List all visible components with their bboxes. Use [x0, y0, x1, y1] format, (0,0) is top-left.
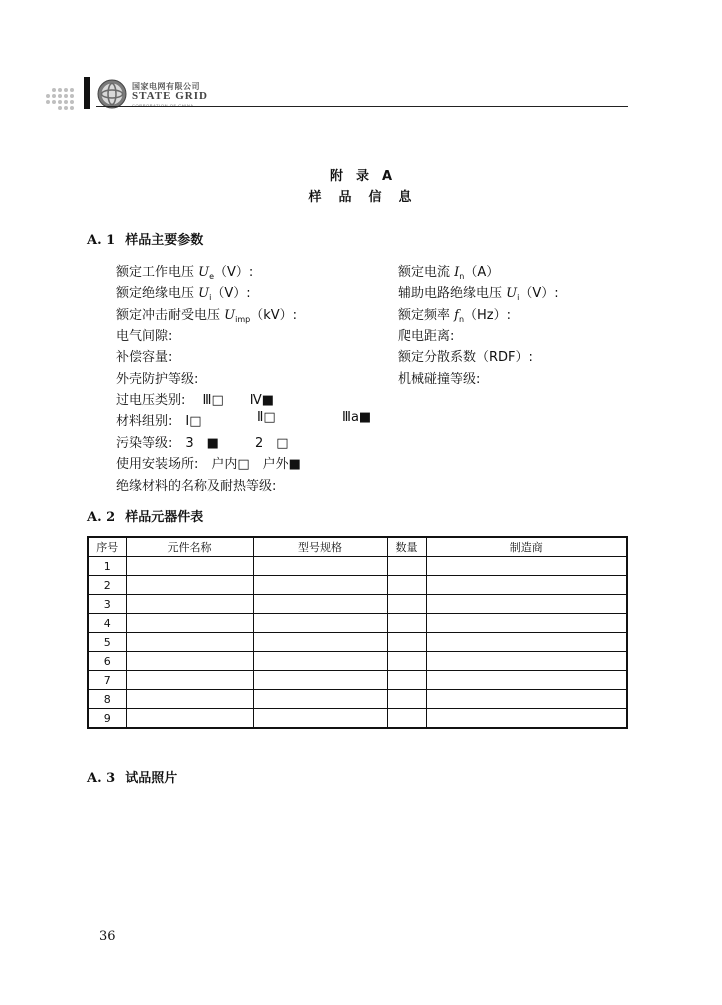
cell-model [253, 690, 387, 709]
cell-maker [426, 709, 627, 729]
cell-qty [387, 709, 426, 729]
table-row [88, 557, 627, 576]
rated-current: 额定电流 $I_n(A)$ [398, 265, 500, 281]
cell-name [126, 614, 253, 633]
cell-maker [426, 557, 627, 576]
row-number: 2 [88, 576, 126, 595]
row-number: 9 [88, 709, 126, 729]
cell-name [126, 690, 253, 709]
cell-model [253, 652, 387, 671]
components-table [87, 536, 628, 729]
cell-maker [426, 576, 627, 595]
material-group-i: 材料组别: Ⅰ□ [116, 414, 202, 429]
table-row [88, 595, 627, 614]
table-row [88, 576, 627, 595]
state-grid-logo [97, 79, 127, 109]
appendix-title: 附 录 A [329, 169, 393, 184]
cell-model [253, 595, 387, 614]
material-group-ii: Ⅱ□ [257, 410, 276, 425]
table-header-row [88, 537, 627, 557]
cell-maker [426, 652, 627, 671]
cell-model [253, 671, 387, 690]
appendix-subtitle: 样 品 信 息 [308, 190, 414, 205]
cell-qty [387, 557, 426, 576]
rated-insulation-voltage: 额定绝缘电压 $U_i(V)$: [116, 286, 251, 302]
row-number: 7 [88, 671, 126, 690]
cell-maker [426, 633, 627, 652]
section-a1-heading [87, 229, 203, 248]
cell-name [126, 671, 253, 690]
page-number: 36 [99, 929, 116, 944]
insulation-material: 绝缘材料的名称及耐热等级: [116, 479, 277, 494]
electrical-clearance: 电气间隙: [116, 329, 173, 344]
table-row [88, 633, 627, 652]
rated-operating-voltage: 额定工作电压 $U_e(V)$: [116, 265, 254, 281]
rated-diversity-factor: 额定分散系数（RDF）: [398, 350, 533, 365]
company-name-cn: 国家电网有限公司 [132, 82, 200, 91]
cell-maker [426, 690, 627, 709]
cell-maker [426, 614, 627, 633]
cell-qty [387, 652, 426, 671]
col-header-model: 型号规格 [253, 537, 387, 557]
cell-qty [387, 576, 426, 595]
cell-name [126, 557, 253, 576]
cell-model [253, 614, 387, 633]
cell-model [253, 633, 387, 652]
section-a1-number: A. 1 [87, 233, 116, 248]
header-bar [84, 77, 90, 109]
compensation-capacity: 补偿容量: [116, 350, 173, 365]
table-row [88, 614, 627, 633]
col-header-name: 元件名称 [126, 537, 253, 557]
section-a3-number: A. 3 [87, 771, 116, 786]
cell-name [126, 652, 253, 671]
row-number: 8 [88, 690, 126, 709]
section-a1-title: 样品主要参数 [125, 233, 204, 248]
cell-name [126, 709, 253, 729]
cell-maker [426, 595, 627, 614]
cell-name [126, 595, 253, 614]
section-a2-number: A. 2 [87, 510, 116, 525]
cell-model [253, 557, 387, 576]
cell-qty [387, 690, 426, 709]
cell-maker [426, 671, 627, 690]
table-row [88, 652, 627, 671]
table-row [88, 709, 627, 729]
cell-qty [387, 671, 426, 690]
cell-model [253, 709, 387, 729]
table-row [88, 671, 627, 690]
col-header-maker: 制造商 [426, 537, 627, 557]
cell-model [253, 576, 387, 595]
aux-circuit-insulation-voltage: 辅助电路绝缘电压 $U_i(V)$: [398, 286, 559, 302]
row-number: 3 [88, 595, 126, 614]
cell-name [126, 576, 253, 595]
section-a3-title: 试品照片 [125, 771, 178, 786]
cell-qty [387, 595, 426, 614]
col-header-no: 序号 [88, 537, 126, 557]
row-number: 5 [88, 633, 126, 652]
row-number: 6 [88, 652, 126, 671]
material-group-iiia: Ⅲa■ [342, 410, 372, 425]
installation-location: 使用安装场所: 户内□ 户外■ [116, 457, 301, 472]
cell-name [126, 633, 253, 652]
row-number: 4 [88, 614, 126, 633]
pollution-degree-2: 2 □ [255, 436, 289, 451]
header-rule [96, 106, 628, 107]
overvoltage-category: 过电压类别: Ⅲ□ Ⅳ■ [116, 393, 275, 408]
enclosure-protection: 外壳防护等级: [116, 372, 199, 387]
table-row [88, 690, 627, 709]
rated-impulse-voltage: 额定冲击耐受电压 $U_{imp}(kV)$: [116, 308, 298, 324]
creepage-distance: 爬电距离: [398, 329, 455, 344]
col-header-qty: 数量 [387, 537, 426, 557]
cell-qty [387, 614, 426, 633]
section-a2-title: 样品元器件表 [125, 510, 204, 525]
mechanical-impact-rating: 机械碰撞等级: [398, 372, 481, 387]
section-a2-heading [87, 506, 203, 525]
pollution-degree-3: 污染等级: 3 ■ [116, 436, 219, 451]
cell-qty [387, 633, 426, 652]
rated-frequency: 额定频率 $f_n(Hz)$: [398, 308, 512, 324]
section-a3-heading [87, 767, 177, 786]
row-number: 1 [88, 557, 126, 576]
header-dot-pattern [46, 86, 76, 108]
company-name-en: STATE GRID [132, 90, 208, 102]
